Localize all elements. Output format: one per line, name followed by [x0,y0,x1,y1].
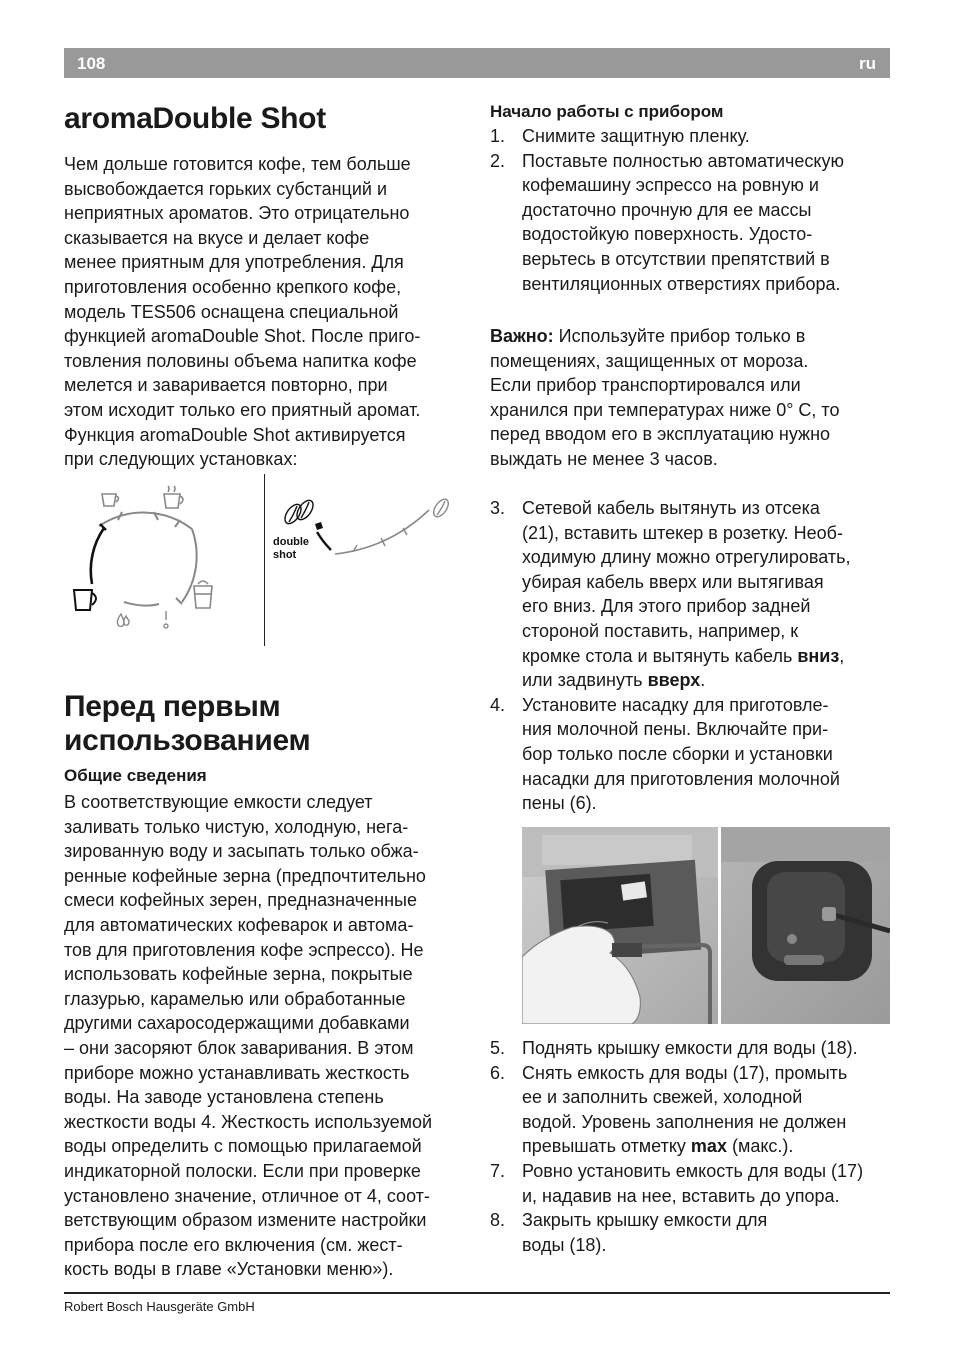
header-bar [64,48,890,78]
drink-size-dial-illustration [64,474,264,649]
start-steps-a [490,124,900,296]
list-item [490,1036,895,1061]
general-line: кость воды в главе «Установки меню»). [64,1259,394,1280]
general-line: установлено значение, отличное от 4, соот- [64,1185,430,1206]
aroma-line: Чем дольше готовится кофе, тем больше [64,154,411,174]
important-line: выждать не менее 3 часов. [490,448,718,469]
figure-divider [264,474,265,646]
double-bean-icon [282,498,316,527]
step-line: Сетевой кабель вытянуть из отсека [522,498,820,518]
general-info-subtitle: Общие сведения [64,766,207,785]
general-line: воды. На заводе установлена степень [64,1087,384,1108]
footer-rule [64,1292,890,1294]
general-line: зированную воду и засыпать только обжа- [64,841,419,862]
step-line: Ровно установить емкость для воды (17) [522,1160,864,1181]
step-line: (21), вставить штекер в розетку. Необ- [522,522,843,543]
step-line: Установите насадку для приготовле- [522,694,829,715]
step-line: Закрыть крышку емкости для [522,1210,768,1231]
step-line: убирая кабель вверх или вытягивая [522,571,824,592]
step-line: верьтесь в отсутствии препятствий в [522,248,830,269]
step-line: его вниз. Для этого прибор задней [522,596,811,617]
general-line: использовать кофейные зерна, покрытые [64,964,413,985]
aroma-line: Функция aromaDouble Shot активируется [64,424,406,445]
settings-figure [64,474,484,649]
step-line: Снять емкость для воды (17), промыть [522,1062,848,1083]
important-line: хранился при температурах ниже 0° C, то [490,399,840,420]
important-line: перед вводом его в эксплуатацию нужно [490,424,831,445]
start-subtitle: Начало работы с прибором [490,102,724,121]
list-item [490,1208,895,1257]
espresso-cup-icon [102,494,119,506]
title-line: Перед первым [64,690,281,723]
aroma-line: высвобождается горьких субстанций и [64,178,388,199]
step-number: 3. [490,498,506,518]
step-line: Поставьте полностью автоматическую [522,150,845,171]
step-number: 6. [490,1062,506,1083]
general-line: глазурью, карамелью или обработанные [64,988,406,1009]
aroma-line: при следующих установках: [64,449,298,470]
aroma-line: товления половины объема напитка кофе [64,350,417,371]
strength-dial-illustration [269,474,479,649]
list-item [490,124,900,149]
aroma-line: этом исходит только его приятный аромат. [64,399,421,420]
step-line: кромке стола и вытянуть кабель [522,645,798,666]
aroma-line: приготовления особенно крепкого кофе, [64,276,402,297]
step-number: 7. [490,1160,506,1181]
important-line: Используйте прибор только в [553,326,806,346]
water-drop-icon [117,614,129,626]
latte-glass-icon [194,581,212,608]
list-item [490,149,900,297]
step-line: или задвинуть [522,670,648,691]
strength-pointer [315,522,323,530]
step-line: (макс.). [726,1136,794,1157]
important-note [490,324,895,472]
step-number: 1. [490,126,506,146]
step-line: бор только после сборки и установки [522,743,833,764]
step-line: ния молочной пены. Включайте при- [522,719,829,740]
double-shot-label-line1: double [273,536,310,548]
important-line: помещениях, защищенных от мороза. [490,350,809,371]
general-line: прибора после его включения (см. жест- [64,1234,403,1255]
before-first-use-title [64,690,310,758]
strength-arc [335,510,429,554]
step-line: насадки для приготовления молочной [522,768,840,789]
aroma-paragraph [64,152,474,472]
aroma-section [64,100,474,472]
step-number: 2. [490,150,506,171]
step-line: , [839,645,845,666]
list-item [490,1061,895,1159]
general-line: смеси кофейных зерен, предназначенные [64,890,417,911]
milk-frother-photo [522,827,890,1024]
step-line: воды (18). [522,1234,607,1255]
step-number: 4. [490,694,506,715]
step-number: 5. [490,1038,506,1058]
general-line: заливать только чистую, холодную, нега- [64,816,409,837]
aroma-title: aromaDouble Shot [64,102,326,135]
general-line: – они засоряют блок заваривания. В этом [64,1037,414,1058]
important-line: Если прибор транспортировался или [490,375,801,396]
step-line: вентиляционных отверстиях прибора. [522,273,841,294]
list-item [490,1159,895,1208]
page-number: 108 [77,54,106,73]
footer-company: Robert Bosch Hausgeräte GmbH [64,1299,255,1314]
list-item [490,496,895,693]
aroma-line: неприятных ароматов. Это отрицательно [64,203,410,224]
general-line: ветствующим образом измените настройки [64,1210,427,1231]
general-line: другими сахаросодержащими добавками [64,1013,410,1034]
general-line: индикаторной полоски. Если при проверке [64,1160,421,1181]
step-line: и, надавив на нее, вставить до упора. [522,1185,840,1206]
aroma-line: модель TES506 оснащена специальной [64,301,399,322]
step-line: Снимите защитную пленку. [522,126,750,146]
bold-word: вверх [647,670,701,691]
aroma-line: мелется и заваривается повторно, при [64,375,388,396]
step-line: ее и заполнить свежей, холодной [522,1087,803,1108]
aroma-line: функцией aromaDouble Shot. После приго- [64,326,421,347]
step-line: водой. Уровень заполнения не должен [522,1111,847,1132]
aroma-line: сказывается на вкусе и делает кофе [64,227,370,248]
language-code: ru [859,54,876,73]
title-line: использованием [64,724,311,757]
double-shot-label-line2: shot [273,549,297,561]
general-line: ренные кофейные зерна (предпочтительно [64,865,426,886]
general-line: воды определить с помощью прилагаемой [64,1136,422,1157]
start-steps-b [490,496,895,816]
step-line: ходимую длину можно отрегулировать, [522,547,851,568]
single-bean-icon [431,497,451,520]
general-line: тов для приготовления кофе эспрессо). Не [64,939,424,960]
large-cup-icon [74,590,96,610]
step-line: . [700,670,706,691]
drip-icon [164,611,168,628]
start-steps-c [490,1036,895,1257]
bold-word: max [690,1136,727,1157]
step-line: стороной поставить, например, к [522,620,799,641]
step-line: водостойкую поверхность. Удосто- [522,224,813,245]
coffee-cup-steam-icon [164,486,183,508]
step-number: 8. [490,1210,506,1231]
bold-word: вниз [797,645,840,666]
general-line: В соответствующие емкости следует [64,792,373,812]
step-line: пены (6). [522,793,597,814]
important-label: Важно: [490,326,554,346]
general-info-paragraph [64,790,474,1282]
general-line: для автоматических кофеварок и автома- [64,914,414,935]
general-line: жесткости воды 4. Жесткость используемой [64,1111,433,1132]
strength-arc-active [317,532,331,550]
list-item [490,693,895,816]
general-line: приборе можно устанавливать жесткость [64,1062,410,1083]
step-line: достаточно прочную для ее массы [522,199,812,220]
start-section [490,100,900,296]
step-line: превышать отметку [522,1136,691,1157]
step-line: Поднять крышку емкости для воды (18). [522,1038,858,1058]
aroma-line: менее приятным для употребления. Для [64,252,404,273]
step-line: кофемашину эспрессо на ровную и [522,175,819,196]
